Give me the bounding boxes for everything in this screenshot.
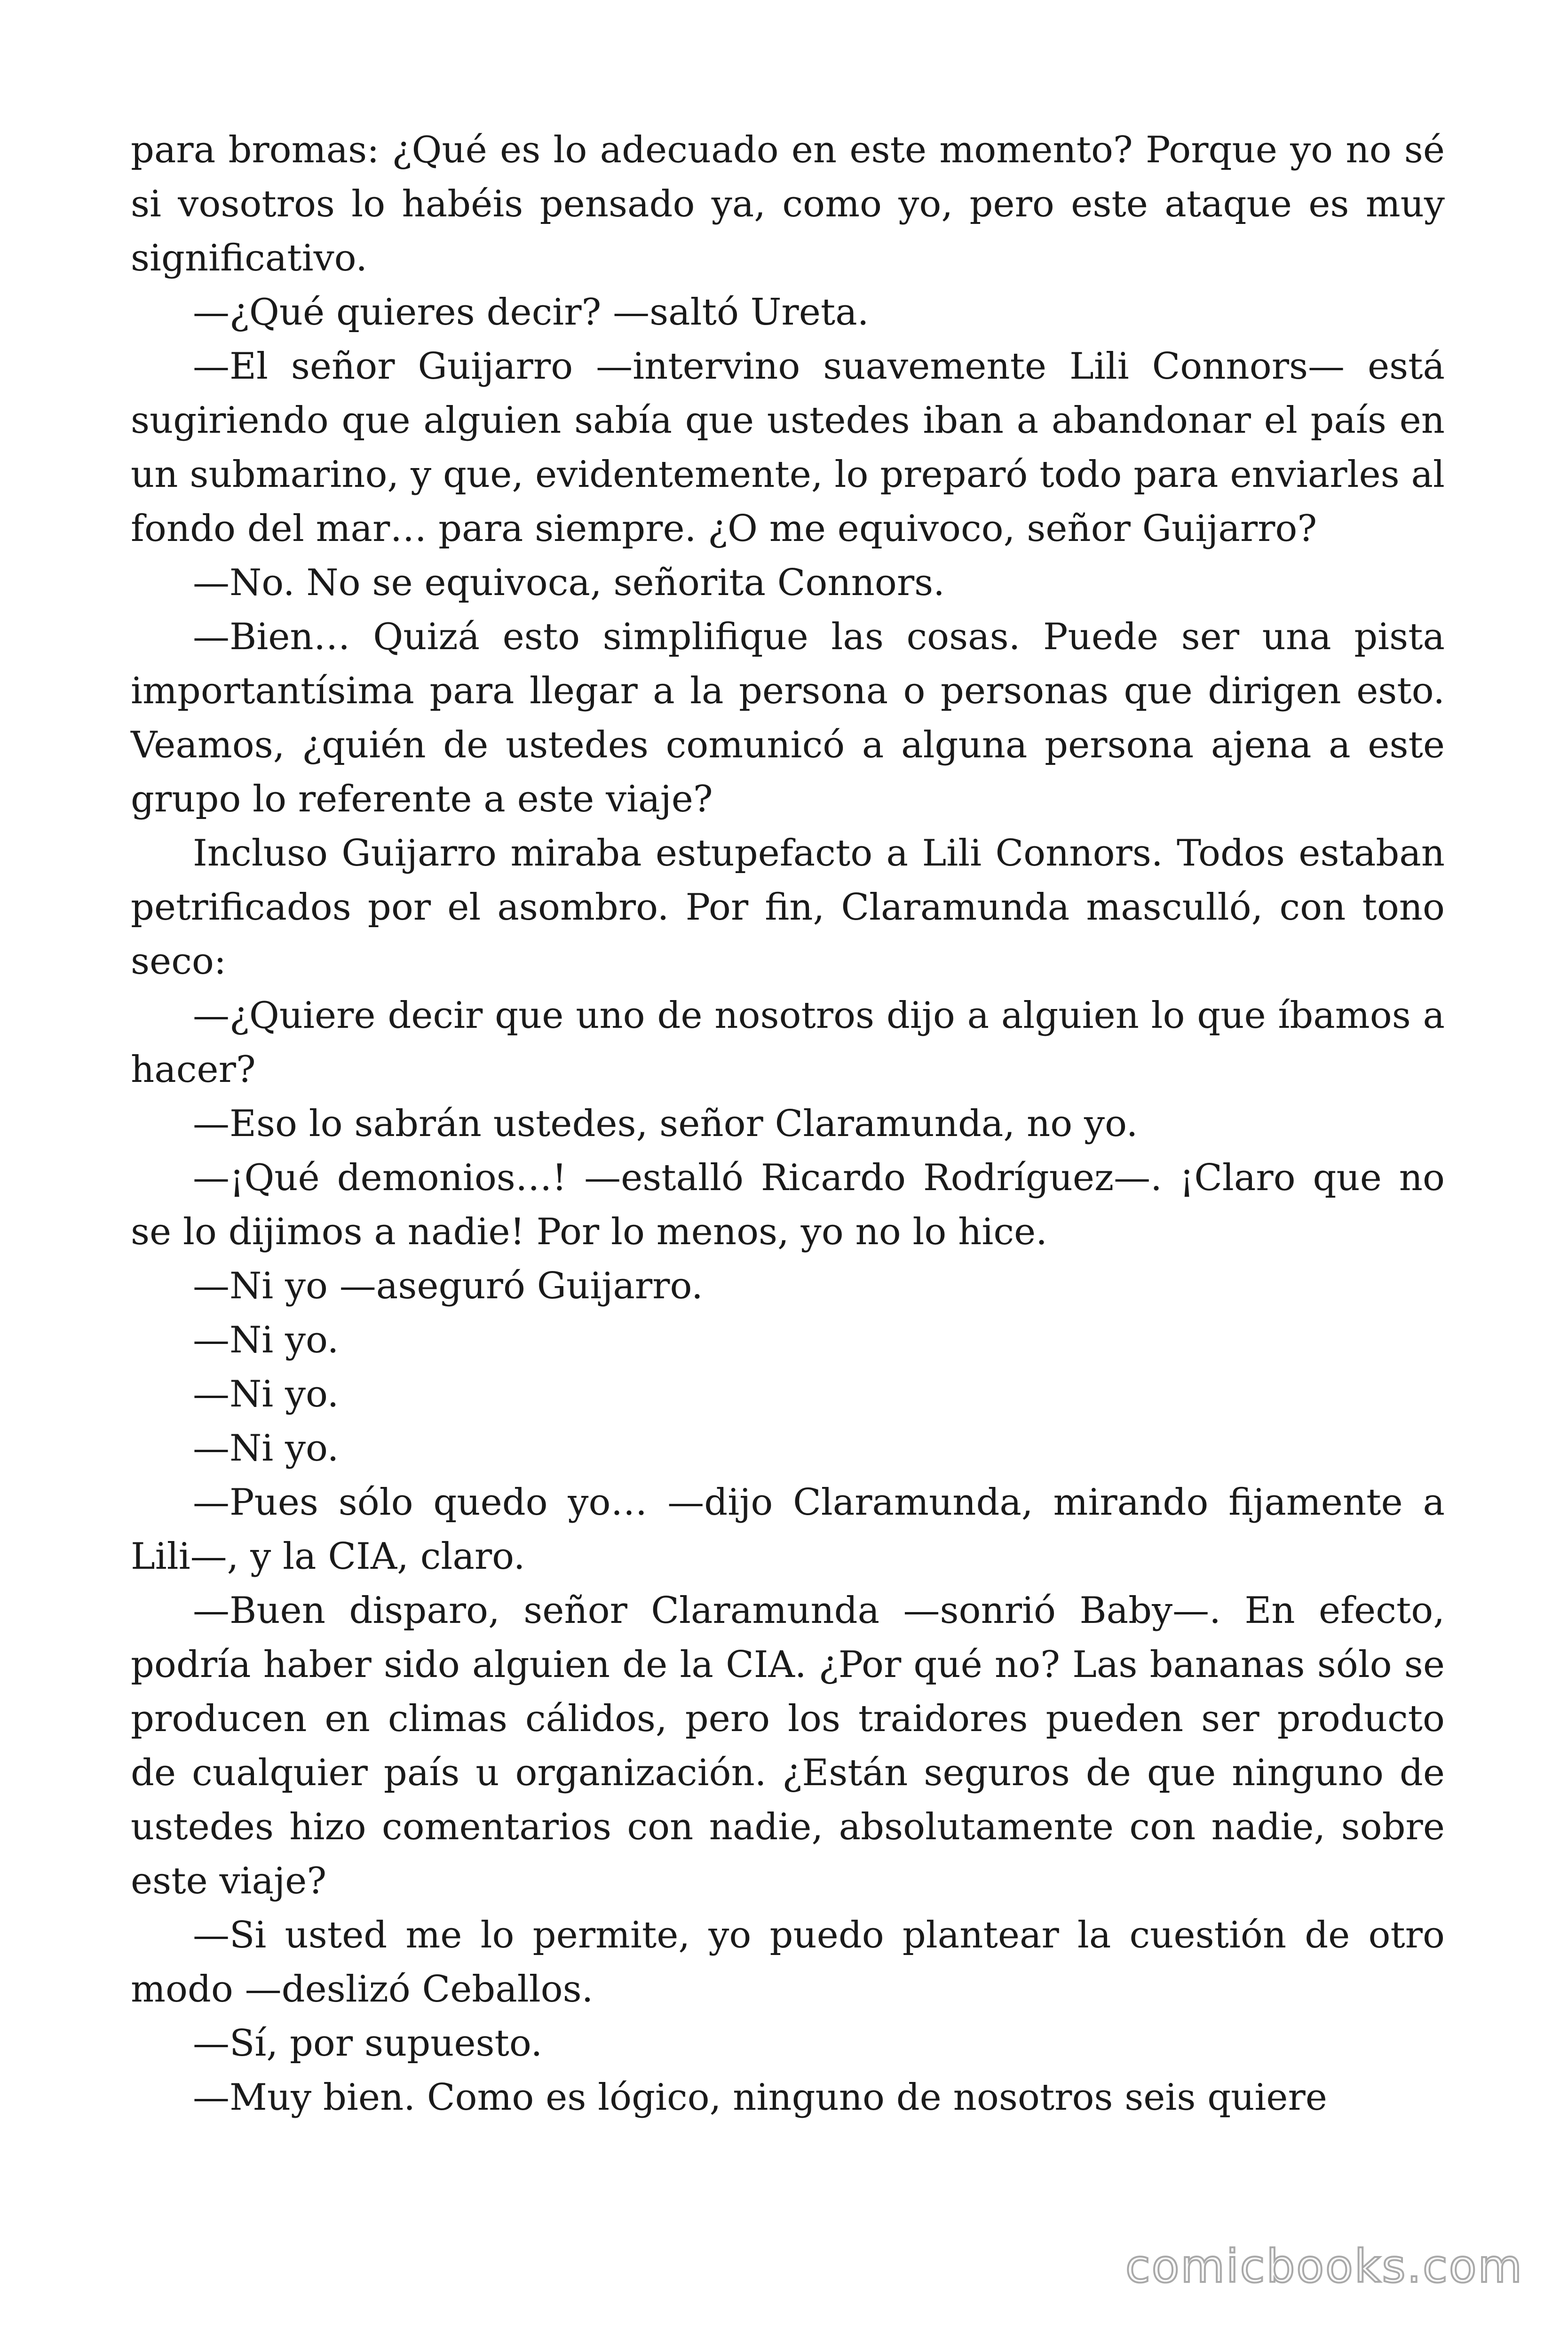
paragraph: para bromas: ¿Qué es lo adecuado en este momento? Porque yo no sé si vosotros lo habéis pensado ya, como yo, pero este ataque es muy significativo. — [131, 129, 1445, 279]
paragraph: —Ni yo —aseguró Guijarro. — [193, 1265, 703, 1307]
paragraph: —No. No se equivoca, señorita Connors. — [193, 562, 945, 604]
paragraph: —Eso lo sabrán ustedes, señor Claramunda, no yo. — [193, 1103, 1138, 1145]
paragraph: —El señor Guijarro —intervino suavemente Lili Connors— está sugiriendo que alguien sabía que ustedes iban a abandonar el país en un submarino, y que, evidentemente, lo preparó todo para enviarles al fondo del mar… para siempre. ¿O me equivoco, señor Guijarro? — [131, 345, 1445, 550]
paragraph: —Buen disparo, señor Claramunda —sonrió Baby—. En efecto, podría haber sido alguien de la CIA. ¿Por qué no? Las bananas sólo se producen en climas cálidos, pero los traidores pueden ser producto de cualquier país u organización. ¿Están seguros de que ninguno de ustedes hizo comentarios con nadie, absolutamente con nadie, sobre este viaje? — [131, 1589, 1445, 1902]
watermark-logo: comicbooks.com — [1125, 2240, 1523, 2293]
paragraph: Incluso Guijarro miraba estupefacto a Lili Connors. Todos estaban petrificados por el asombro. Por fin, Claramunda masculló, con tono seco: — [131, 832, 1445, 983]
paragraph: —Ni yo. — [193, 1427, 339, 1470]
paragraph: —Bien… Quizá esto simplifique las cosas. Puede ser una pista importantísima para llegar a la persona o personas que dirigen esto. Veamos, ¿quién de ustedes comunicó a alguna persona ajena a este grupo lo referente a este viaje? — [131, 616, 1445, 820]
paragraph: —¿Quiere decir que uno de nosotros dijo a alguien lo que íbamos a hacer? — [131, 994, 1445, 1091]
paragraph: —¿Qué quieres decir? —saltó Ureta. — [193, 291, 869, 334]
paragraph: —Pues sólo quedo yo… —dijo Claramunda, mirando fijamente a Lili—, y la CIA, claro. — [131, 1481, 1445, 1578]
paragraph: —Ni yo. — [193, 1373, 339, 1415]
page-text-body — [131, 123, 1445, 2125]
paragraph: —Ni yo. — [193, 1319, 339, 1361]
paragraph: —Sí, por supuesto. — [193, 2022, 543, 2065]
paragraph: —¡Qué demonios…! —estalló Ricardo Rodríguez—. ¡Claro que no se lo dijimos a nadie! Por lo menos, yo no lo hice. — [131, 1157, 1445, 1253]
paragraph: —Si usted me lo permite, yo puedo plantear la cuestión de otro modo —deslizó Ceballos. — [131, 1914, 1445, 2010]
paragraph: —Muy bien. Como es lógico, ninguno de nosotros seis quiere — [193, 2076, 1327, 2119]
